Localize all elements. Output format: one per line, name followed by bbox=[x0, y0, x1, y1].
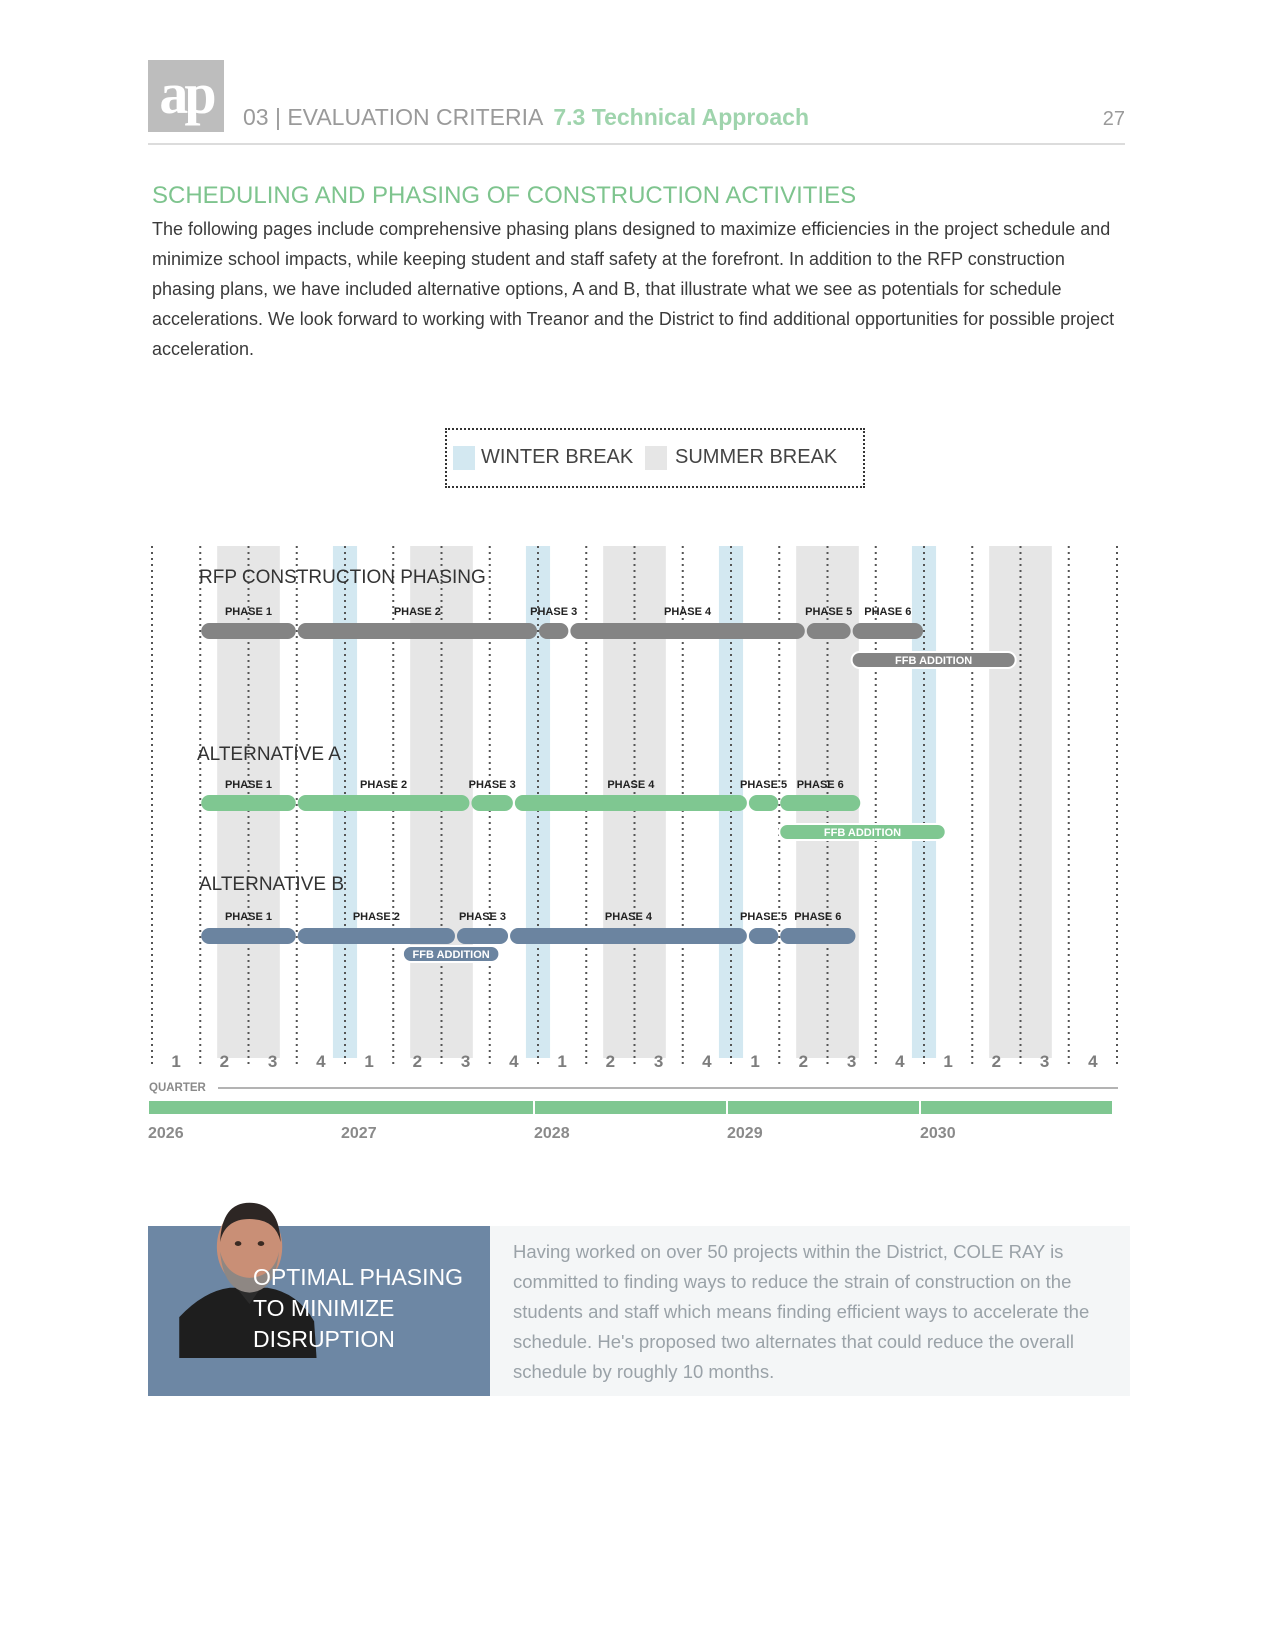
company-logo: ap bbox=[148, 60, 224, 132]
year-label: 2028 bbox=[534, 1125, 570, 1142]
plan-title: ALTERNATIVE B bbox=[199, 874, 344, 895]
year-label: 2029 bbox=[727, 1125, 763, 1142]
phase-bar bbox=[298, 623, 537, 639]
phase-label: PHASE 1 bbox=[224, 911, 273, 923]
year-bar bbox=[921, 1101, 1112, 1114]
quarter-tick-label: 1 bbox=[750, 1052, 760, 1071]
phase-bar bbox=[749, 795, 778, 811]
phase-label: PHASE 5 bbox=[805, 606, 853, 618]
section-title: 7.3 Technical Approach bbox=[553, 104, 809, 130]
year-bar bbox=[342, 1101, 533, 1114]
phase-bar bbox=[201, 928, 296, 944]
winter-break-label: WINTER BREAK bbox=[481, 446, 634, 468]
addition-label: FFB ADDITION bbox=[895, 655, 973, 667]
callout-title-line: OPTIMAL PHASING bbox=[253, 1264, 464, 1290]
quarter-tick-label: 4 bbox=[702, 1052, 712, 1071]
quarter-tick-label: 1 bbox=[364, 1052, 374, 1071]
phase-label: PHASE 1 bbox=[224, 606, 273, 618]
winter-break-swatch bbox=[453, 446, 475, 470]
phase-label: PHASE 3 bbox=[458, 911, 507, 923]
phase-bar bbox=[201, 795, 296, 811]
breadcrumb-label: 03 | EVALUATION CRITERIA bbox=[243, 104, 544, 130]
breadcrumb bbox=[243, 104, 809, 131]
page-heading: SCHEDULING AND PHASING OF CONSTRUCTION ACTIVITIES bbox=[152, 182, 857, 209]
winter-break-band bbox=[912, 546, 936, 1058]
year-label: 2030 bbox=[920, 1125, 956, 1142]
quarter-tick-label: 4 bbox=[509, 1052, 519, 1071]
quarter-tick-label: 2 bbox=[991, 1052, 1002, 1071]
quarter-tick-label: 1 bbox=[171, 1052, 181, 1071]
summer-break-swatch bbox=[645, 446, 667, 470]
year-label: 2027 bbox=[341, 1125, 377, 1142]
quarter-tick-label: 3 bbox=[267, 1052, 278, 1071]
phase-label: PHASE 4 bbox=[607, 779, 655, 791]
phase-bar bbox=[298, 795, 470, 811]
callout-title-line: TO MINIMIZE bbox=[253, 1295, 395, 1321]
quarter-tick-label: 4 bbox=[895, 1052, 905, 1071]
quarter-tick-label: 2 bbox=[219, 1052, 230, 1071]
addition-label: FFB ADDITION bbox=[412, 949, 490, 961]
chart-legend bbox=[445, 428, 865, 488]
phase-bar bbox=[539, 623, 568, 639]
quarter-tick-label: 2 bbox=[798, 1052, 809, 1071]
phase-bar bbox=[201, 623, 296, 639]
phase-bar bbox=[780, 928, 855, 944]
quarter-tick-label: 3 bbox=[460, 1052, 471, 1071]
phase-bar bbox=[510, 928, 747, 944]
phase-label: PHASE 6 bbox=[794, 911, 842, 923]
phase-label: PHASE 5 bbox=[740, 911, 788, 923]
year-bar bbox=[728, 1101, 919, 1114]
quarter-tick-label: 3 bbox=[653, 1052, 664, 1071]
phase-label: PHASE 6 bbox=[796, 779, 844, 791]
quarter-tick-label: 2 bbox=[412, 1052, 423, 1071]
phase-label: PHASE 3 bbox=[468, 779, 516, 791]
year-label: 2026 bbox=[148, 1125, 184, 1142]
phasing-gantt-chart bbox=[0, 540, 1275, 1180]
phase-bar bbox=[853, 623, 923, 639]
phase-label: PHASE 6 bbox=[864, 606, 912, 618]
phase-label: PHASE 2 bbox=[360, 779, 408, 791]
intro-paragraph: The following pages include comprehensive phasing plans designed to maximize efficiencies in the project schedule and minimize school impacts, while keeping student and staff safety at the forefront. In addition to the RFP construction phasing plans, we have included alternative options, A and B, that illustrate what we see as potentials for schedule accelerations. We look forward to working with Treanor and the District to find additional opportunities for possible project acceleration. bbox=[152, 219, 1115, 359]
phase-label: PHASE 4 bbox=[604, 911, 653, 923]
plan-title: RFP CONSTRUCTION PHASING bbox=[199, 567, 486, 588]
summer-break-label: SUMMER BREAK bbox=[675, 446, 838, 468]
callout-text: Having worked on over 50 projects within the District, COLE RAY is committed to finding ways to reduce the strain of construction on the students and staff which means finding efficient ways to accelerate the schedule. He's proposed two alternates that could reduce the overall schedule by roughly 10 months. bbox=[513, 1241, 1090, 1382]
phase-label: PHASE 3 bbox=[530, 606, 578, 618]
quarter-tick-label: 1 bbox=[557, 1052, 567, 1071]
summer-break-band bbox=[989, 546, 1052, 1058]
quarter-tick-label: 1 bbox=[943, 1052, 953, 1071]
quarter-axis-label: QUARTER bbox=[149, 1082, 206, 1094]
phase-label: PHASE 2 bbox=[352, 911, 400, 923]
phase-bar bbox=[570, 623, 804, 639]
addition-label: FFB ADDITION bbox=[823, 827, 902, 839]
header-divider bbox=[148, 143, 1125, 145]
phase-bar bbox=[471, 795, 512, 811]
phase-bar bbox=[780, 795, 860, 811]
year-bar bbox=[149, 1101, 343, 1114]
quarter-tick-label: 4 bbox=[1088, 1052, 1098, 1071]
callout-title bbox=[253, 1262, 463, 1355]
phase-bar bbox=[807, 623, 851, 639]
phase-bar bbox=[457, 928, 508, 944]
year-bar bbox=[535, 1101, 726, 1114]
quarter-tick-label: 4 bbox=[316, 1052, 326, 1071]
phase-label: PHASE 2 bbox=[393, 606, 441, 618]
quarter-tick-label: 2 bbox=[605, 1052, 616, 1071]
phase-bar bbox=[298, 928, 455, 944]
callout-title-line: DISRUPTION bbox=[253, 1326, 395, 1352]
phase-label: PHASE 1 bbox=[224, 779, 273, 791]
phase-label: PHASE 5 bbox=[740, 779, 788, 791]
phase-bar bbox=[749, 928, 778, 944]
quarter-tick-label: 3 bbox=[846, 1052, 857, 1071]
quarter-tick-label: 3 bbox=[1039, 1052, 1050, 1071]
phase-bar bbox=[515, 795, 747, 811]
page-number: 27 bbox=[1102, 108, 1125, 130]
plan-title: ALTERNATIVE A bbox=[197, 744, 341, 765]
phase-label: PHASE 4 bbox=[664, 606, 712, 618]
